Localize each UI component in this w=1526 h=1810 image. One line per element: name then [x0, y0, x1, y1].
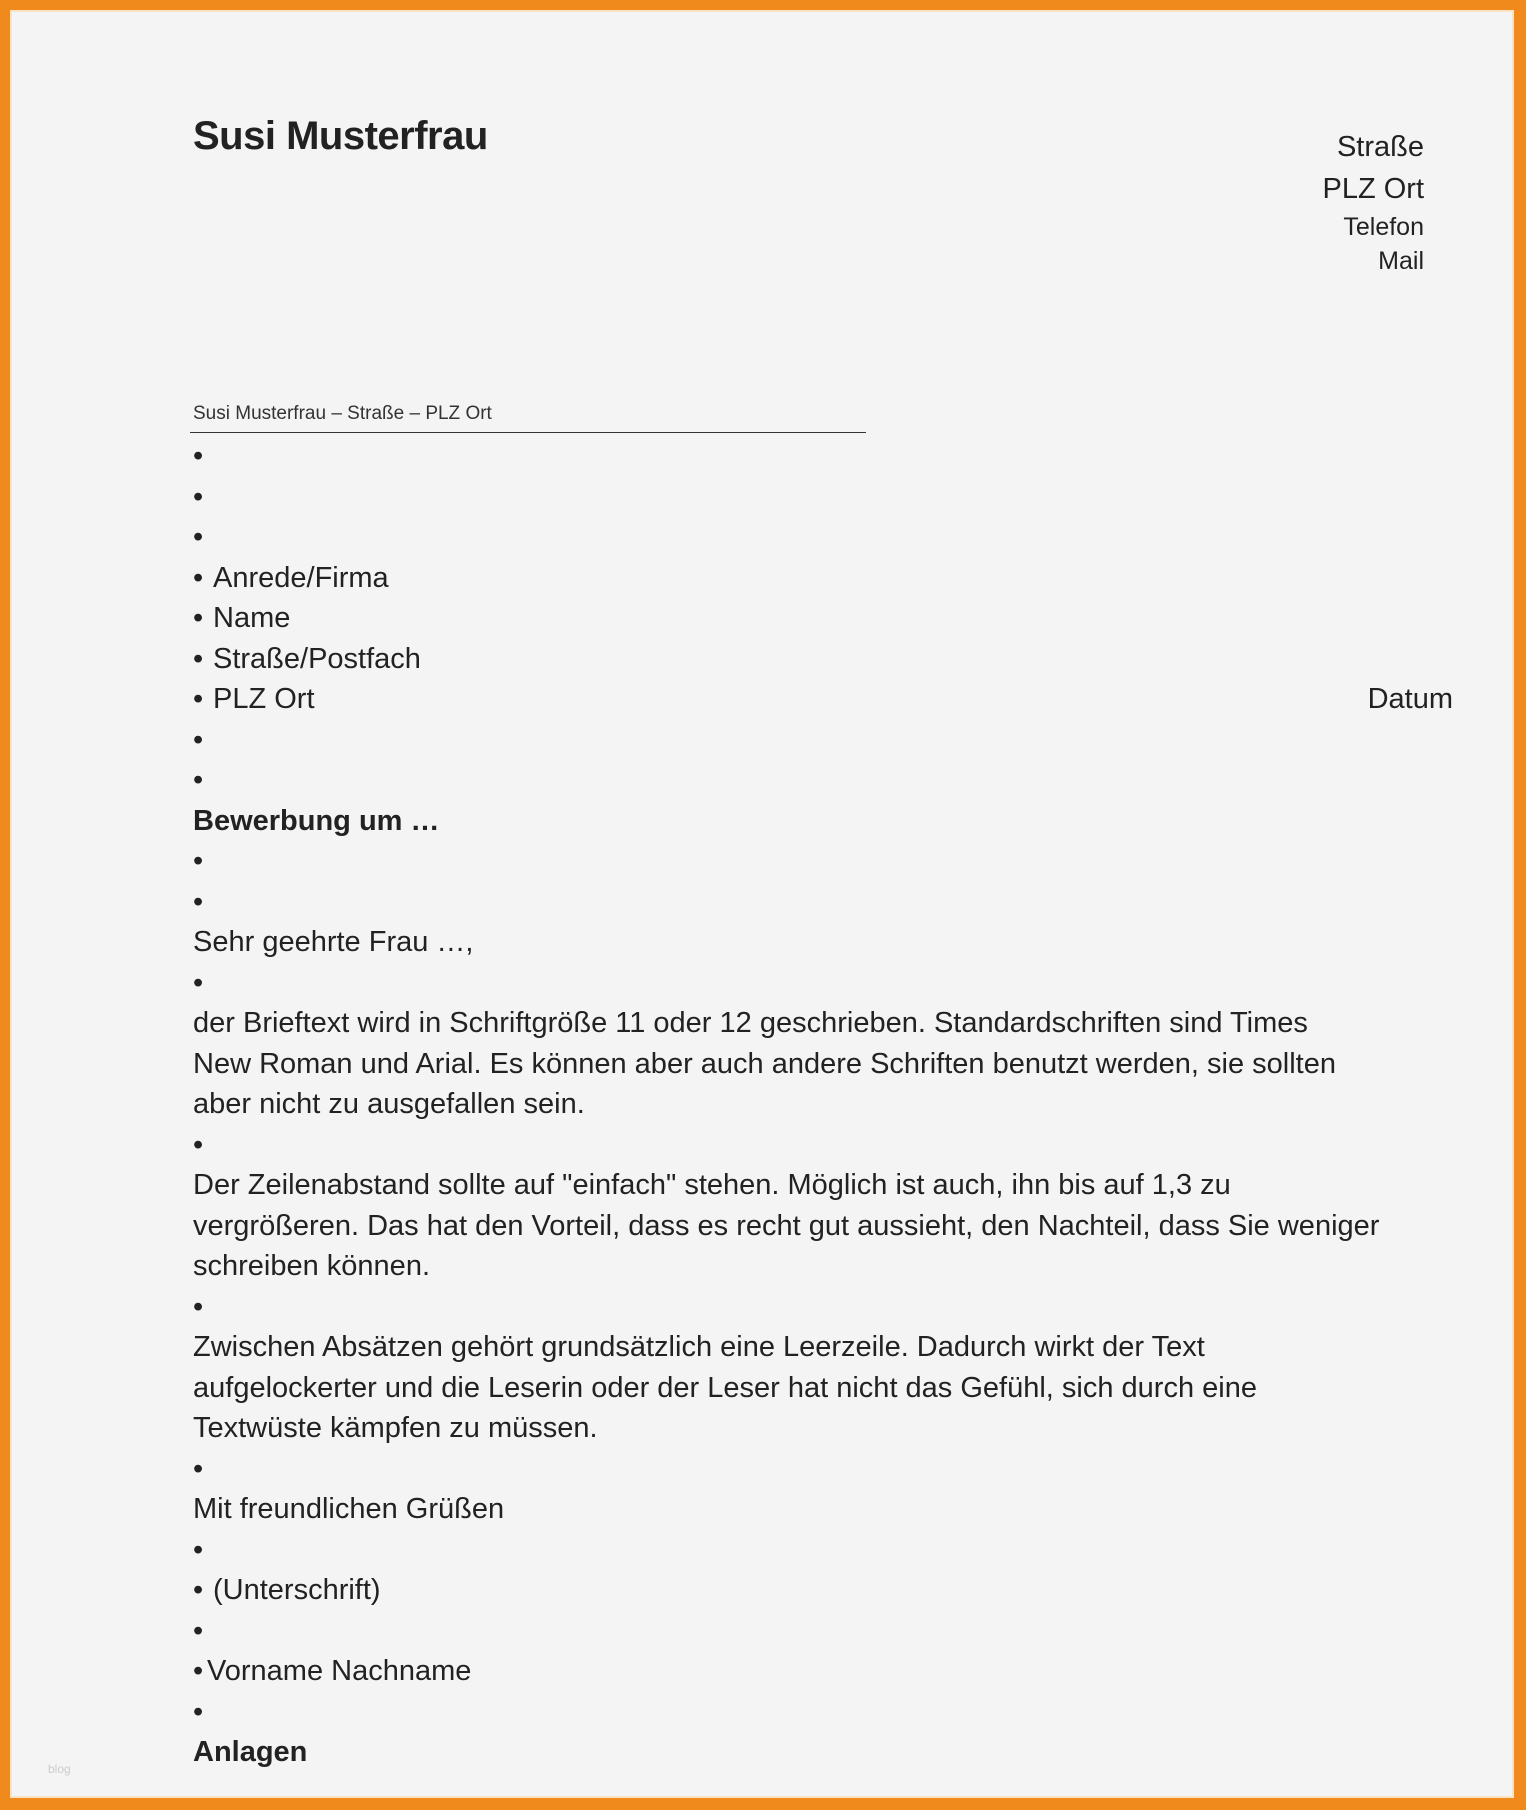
bullet: •	[193, 602, 204, 634]
enclosures-heading: Anlagen	[193, 1736, 308, 1768]
bullet: •	[193, 723, 204, 756]
bullet: •	[193, 1452, 204, 1485]
sender-street: Straße	[1336, 131, 1424, 163]
subject-line: Bewerbung um …	[193, 804, 440, 837]
sender-contact-block	[1322, 126, 1424, 278]
signer-name: Vorname Nachname	[207, 1655, 472, 1687]
signature-placeholder: (Unterschrift)	[213, 1574, 381, 1606]
recipient-name: Name	[213, 602, 291, 634]
bullet: •	[193, 1574, 204, 1606]
bullet: •	[193, 1695, 204, 1728]
return-address-line: Susi Musterfrau – Straße – PLZ Ort	[193, 403, 492, 424]
paragraph-1-line-2: New Roman und Arial. Es können aber auch andere Schriften benutzt werden, sie sollten	[193, 1047, 1336, 1080]
recipient-street: Straße/Postfach	[213, 642, 421, 675]
bullet: •	[193, 642, 204, 675]
recipient-salutation-company: Anrede/Firma	[213, 561, 389, 594]
bullet: •	[193, 480, 204, 513]
paragraph-3-line-3: Textwüste kämpfen zu müssen.	[193, 1412, 598, 1444]
paragraph-3-line-2: aufgelockerter und die Leserin oder der Leser hat nicht das Gefühl, sich durch eine	[193, 1371, 1257, 1404]
sender-phone: Telefon	[1343, 213, 1424, 241]
return-address-divider	[190, 432, 866, 433]
bullet: •	[193, 1290, 204, 1323]
bullet: •	[193, 440, 204, 472]
bullet: •	[193, 1128, 204, 1161]
bullet: •	[193, 845, 204, 877]
bullet: •	[193, 1655, 204, 1687]
paragraph-1-line-1: der Brieftext wird in Schriftgröße 11 oder 12 geschrieben. Standardschriften sind Times	[193, 1007, 1308, 1039]
bullet: •	[193, 561, 204, 594]
bullet: •	[193, 683, 204, 715]
paragraph-3-line-1: Zwischen Absätzen gehört grundsätzlich eine Leerzeile. Dadurch wirkt der Text	[193, 1331, 1205, 1363]
paragraph-2-line-1: Der Zeilenabstand sollte auf "einfach" stehen. Möglich ist auch, ihn bis auf 1,3 zu	[193, 1169, 1231, 1201]
closing: Mit freundlichen Grüßen	[193, 1493, 505, 1525]
recipient-city: PLZ Ort	[213, 683, 315, 715]
bullet: •	[193, 966, 204, 999]
letter-body	[193, 436, 1453, 1773]
letter-page	[10, 10, 1514, 1798]
bullet: •	[193, 885, 204, 918]
bullet: •	[193, 521, 204, 553]
paragraph-2-line-2: vergrößeren. Das hat den Vorteil, dass es recht gut aussieht, den Nachteil, dass Sie weniger	[193, 1209, 1380, 1242]
greeting: Sehr geehrte Frau …,	[193, 926, 474, 958]
sender-name: Susi Musterfrau	[193, 114, 488, 158]
sender-mail: Mail	[1378, 247, 1424, 275]
sender-city: PLZ Ort	[1322, 173, 1424, 205]
bullet: •	[193, 1614, 204, 1647]
date: Datum	[1367, 683, 1453, 715]
paragraph-2-line-3: schreiben können.	[193, 1250, 430, 1282]
bullet: •	[193, 1533, 204, 1566]
paragraph-1-line-3: aber nicht zu ausgefallen sein.	[193, 1088, 585, 1120]
bullet: •	[193, 764, 204, 796]
watermark: blog	[48, 1762, 71, 1776]
